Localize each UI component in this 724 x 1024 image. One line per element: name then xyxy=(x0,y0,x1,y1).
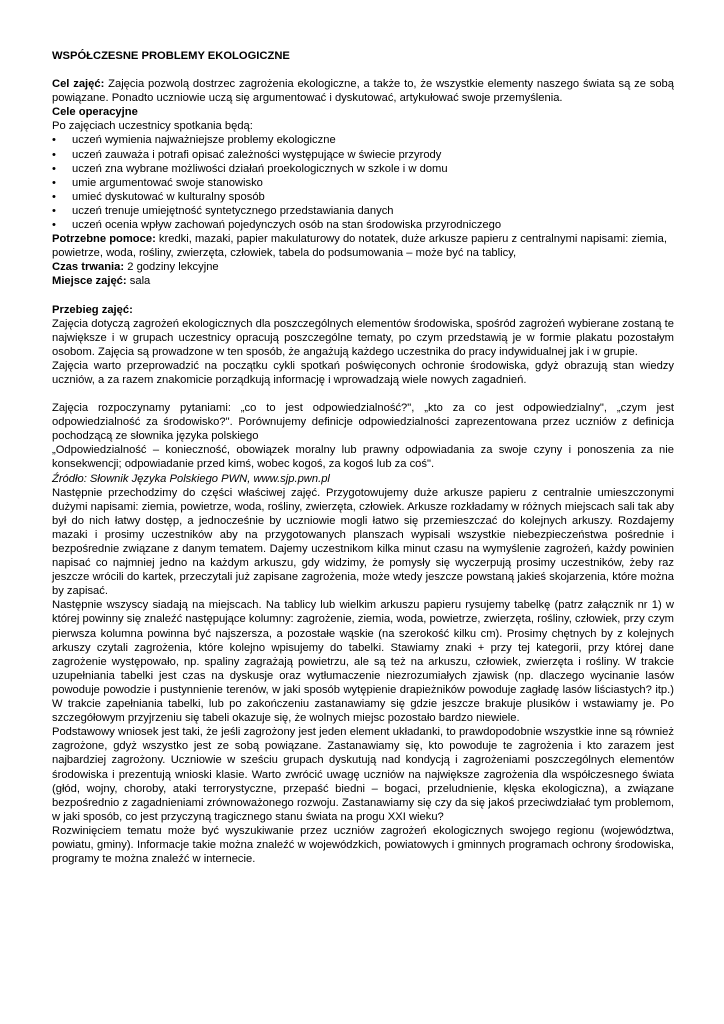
list-item xyxy=(52,176,674,190)
cele-operacyjne-intro: Po zajęciach uczestnicy spotkania będą: xyxy=(52,120,253,133)
cel-zajec-text: Zajęcia pozwolą dostrzec zagrożenia ekologiczne, a także to, że wszystkie elementy naszego świata są ze sobą powiązane. Ponadto uczniowie uczą się argumentować i dyskutować, artykułować swoje przemyślenia. xyxy=(52,78,674,105)
list-item xyxy=(52,162,674,176)
definition-quote: „Odpowiedzialność – konieczność, obowiązek moralny lub prawny odpowiadania za swoje czyny i ponoszenia za nie konsekwencji; odpowiadanie przed kimś, wobec kogoś, za kogoś lub za coś". xyxy=(52,444,674,471)
list-item-text: uczeń wymienia najważniejsze problemy ekologiczne xyxy=(72,134,336,147)
list-item-text: umieć dyskutować w kulturalny sposób xyxy=(72,190,265,203)
pomoce-paragraph xyxy=(52,232,674,260)
bullet-icon: • xyxy=(52,162,56,175)
cele-operacyjne-heading: Cele operacyjne xyxy=(52,106,138,119)
list-item xyxy=(52,148,674,162)
definition-source: Źródło: Słownik Języka Polskiego PWN, www.sjp.pwn.pl xyxy=(52,472,330,485)
bullet-icon: • xyxy=(52,148,56,161)
miejsce-paragraph xyxy=(52,274,674,288)
miejsce-text: sala xyxy=(126,275,151,288)
bullet-icon: • xyxy=(52,176,56,189)
cel-zajec-paragraph xyxy=(52,77,674,105)
czas-label: Czas trwania: xyxy=(52,261,125,274)
list-item xyxy=(52,204,674,218)
list-item xyxy=(52,133,674,147)
miejsce-label: Miejsce zajęć: xyxy=(52,275,127,288)
list-item-text: uczeń trenuje umiejętność syntetycznego przedstawiania danych xyxy=(72,204,394,217)
bullet-icon: • xyxy=(52,219,56,232)
czas-text: 2 godziny lekcyjne xyxy=(124,261,219,274)
przebieg-paragraph-3: Zajęcia rozpoczynamy pytaniami: „co to jest odpowiedzialność?", „kto za co jest odpowiedzialny", „czym jest odpowiedzialność za środowisko?". Porównujemy definicje odpowiedzialności zaprezentowana przez uczniów z definicja pochodzącą ze słownika języka polskiego xyxy=(52,402,674,443)
spacer xyxy=(52,387,674,401)
przebieg-paragraph-4: Następnie przechodzimy do części właściwej zajęć. Przygotowujemy duże arkusze papieru z centralnie umieszczonymi dużymi napisami: ziemia, powietrze, woda, rośliny, zwierzęta, człowiek. Arkusze rozkładamy w różnych miejscach sali tak aby był do nich łatwy dostęp, a jednocześnie by uczniowie mogli łatwo się przemieszczać do kolejnych arkuszy. Rozdajemy mazaki i prosimy uczestników aby na przygotowanych planszach wypisali wszystkie niebezpieczeństwa pośrednie i bezpośrednie związane z danym tematem. Dajemy uczestnikom kilka minut czasu na wymyślenie zagrożeń, każdy powinien napisać co najmniej jedno na każdym arkuszu, gdy widzimy, że pomysły się wyczerpują prosimy uczestników, żeby raz jeszcze wrócili do kartek, przeczytali już zapisane zagrożenia, może wtedy jeszcze powstaną jakieś skojarzenia, które można by zapisać. xyxy=(52,486,674,598)
list-item xyxy=(52,218,674,232)
spacer xyxy=(52,289,674,303)
przebieg-paragraph-7: Rozwinięciem tematu może być wyszukiwanie przez uczniów zagrożeń ekologicznych swojego regionu (województwa, powiatu, gminy). Informacje takie można znaleźć w wojewódzkich, powiatowych i gminnych programach ochrony środowiska, programy te można znaleźć w internecie. xyxy=(52,824,674,866)
list-item-text: uczeń ocenia wpływ zachowań pojedynczych osób na stan środowiska przyrodniczego xyxy=(72,219,502,232)
przebieg-paragraph-6: Podstawowy wniosek jest taki, że jeśli zagrożony jest jeden element układanki, to prawdopodobnie wszystkie inne są również zagrożone, gdyż wszystko jest ze sobą powiązane. Zastanawiamy się, kto powoduje te zagrożenia i kto zarazem jest najbardziej zagrożony. Uczniowie w sześciu grupach dyskutują nad kondycją i zagrożeniami poszczególnych elementów środowiska i prezentują wnioski klasie. Warto zwrócić uwagę uczniów na największe zagrożenia dla współczesnego świata (głód, wojny, choroby, ataki terrorystyczne, przepaść biedni – bogaci, przeludnienie, klęska ekologiczna), a związane bezpośrednio z zagadnieniami zrównoważonego rozwoju. Zastanawiamy się czy da się jakoś przeciwdziałać tym problemom, w jaki sposób, co jest przyczyną tragicznego stanu świata na progu XXI wieku? xyxy=(52,726,674,823)
pomoce-label: Potrzebne pomoce: xyxy=(52,233,156,246)
objectives-list xyxy=(52,133,674,232)
document-title: WSPÓŁCZESNE PROBLEMY EKOLOGICZNE xyxy=(52,50,290,62)
czas-paragraph xyxy=(52,260,674,274)
bullet-icon: • xyxy=(52,190,56,203)
cel-zajec-label: Cel zajęć: xyxy=(52,78,105,91)
przebieg-paragraph-5: Następnie wszyscy siadają na miejscach. Na tablicy lub wielkim arkuszu papieru rysujemy tabelkę (patrz załącznik nr 1) w której powinny się znaleźć następujące kolumny: zagrożenie, ziemia, woda, powietrze, zwierzęta, rośliny, człowiek, przy czym pierwsza kolumna powinna być najszersza, a pozostałe wąskie (na szerokość kilku cm). Prosimy chętnych by z kolejnych arkuszy czytali zagrożenia, które kolejno wpisujemy do tabelki. Stawiamy znaki + przy tej kategorii, przy której dane zagrożenie występowało, np. spaliny zagrażają powietrzu, ale są też na arkuszu, człowiek, zwierzęta i rośliny. W trakcie uzupełniania tabelki jest czas na dyskusje oraz wytłumaczenie niezrozumiałych zjawisk (np. dlaczego wycinanie lasów powoduje powodzie i pustynnienie terenów, w jaki sposób wytępienie drapieżników powoduje zagładę lasów liściastych? itp.) W trakcie zapełniania tabelki, lub po zakończeniu zastanawiamy się gdzie jeszcze brakuje plusików i wstawiamy je. Po szczegółowym przyjrzeniu się tabeli okazuje się, że wolnych miejsc pozostało bardzo niewiele. xyxy=(52,599,674,725)
bullet-icon: • xyxy=(52,204,56,217)
list-item-text: umie argumentować swoje stanowisko xyxy=(72,176,263,189)
list-item xyxy=(52,190,674,204)
bullet-icon: • xyxy=(52,134,56,147)
przebieg-paragraph-1: Zajęcia dotyczą zagrożeń ekologicznych dla poszczególnych elementów środowiska, spośród zagrożeń wybierane zostaną te największe i w grupach uczestnicy opracują poszczególne tematy, po czym przedstawią je w formie plakatu pozostałym osobom. Zajęcia są prowadzone w ten sposób, że angażują każdego uczestnika do pracy indywidualnej jak i w grupie. xyxy=(52,317,674,358)
list-item-text: uczeń zna wybrane możliwości działań proekologicznych w szkole i w domu xyxy=(72,162,448,175)
przebieg-paragraph-2: Zajęcia warto przeprowadzić na początku cykli spotkań poświęconych ochronie środowiska, gdyż obrazują stan wiedzy uczniów, a za razem znakomicie porządkują informację i wprowadzają wiele nowych zagadnień. xyxy=(52,359,674,386)
list-item-text: uczeń zauważa i potrafi opisać zależności występujące w świecie przyrody xyxy=(72,148,442,161)
pomoce-text: kredki, mazaki, papier makulaturowy do notatek, duże arkusze papieru z centralnymi napisami: ziemia, powietrze, woda, rośliny, zwierzęta, człowiek, tabela do podsumowania – może być na tablicy, xyxy=(52,233,667,260)
przebieg-heading: Przebieg zajęć: xyxy=(52,303,133,316)
